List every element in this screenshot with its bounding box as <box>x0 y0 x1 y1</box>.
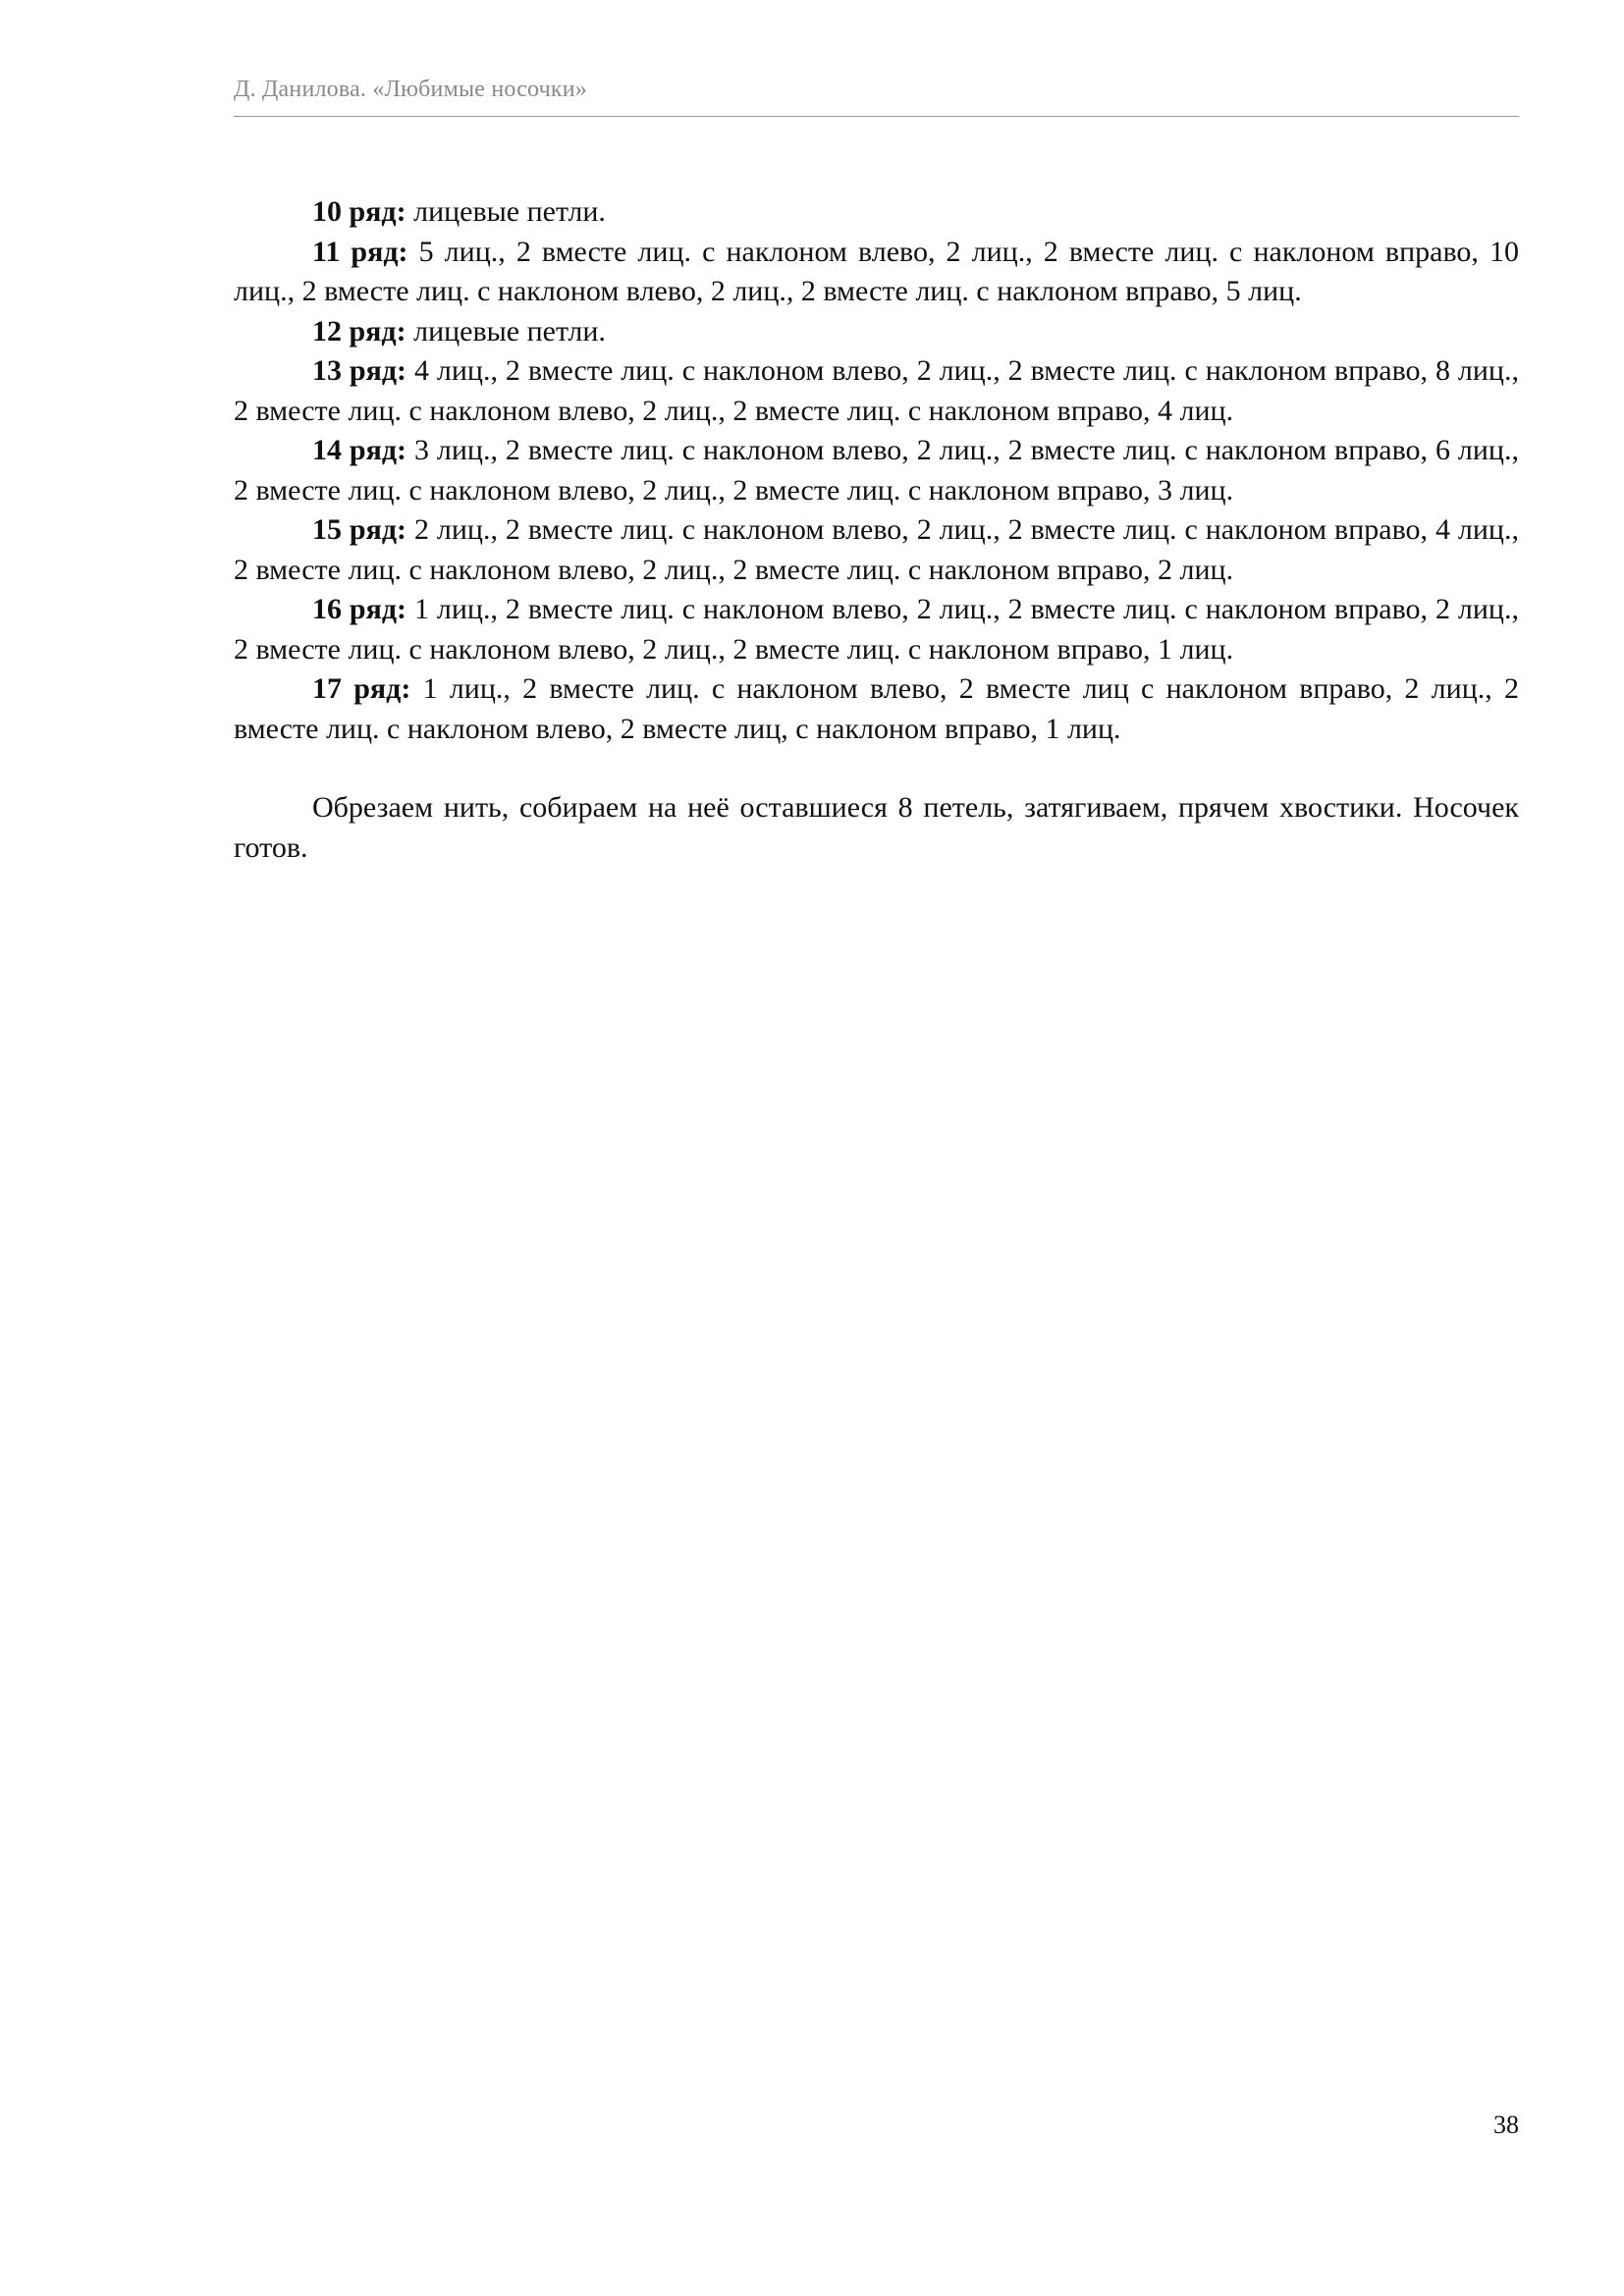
row-instructions: 4 лиц., 2 вместе лиц. с наклоном влево, 2 лиц., 2 вместе лиц. с наклоном вправо, 8 лиц., 2 вместе лиц. с наклоном влево, 2 лиц., 2 вместе лиц. с наклоном вправо, 4 лиц. <box>234 354 1519 427</box>
row-paragraph <box>234 669 1519 749</box>
row-paragraph <box>234 233 1519 312</box>
row-label: 12 ряд: <box>312 314 406 347</box>
page-number: 38 <box>1493 2110 1519 2139</box>
row-paragraph <box>234 590 1519 669</box>
row-label: 13 ряд: <box>312 354 407 387</box>
row-label: 14 ряд: <box>312 434 407 466</box>
row-label: 15 ряд: <box>312 513 407 546</box>
row-label: 10 ряд: <box>312 195 406 228</box>
row-paragraph <box>234 192 1519 233</box>
row-label: 11 ряд: <box>312 235 408 268</box>
row-label: 16 ряд: <box>312 593 407 625</box>
running-header: Д. Данилова. «Любимые носочки» <box>234 77 587 102</box>
body-text <box>234 192 1519 868</box>
row-label: 17 ряд: <box>312 672 411 705</box>
row-instructions: 5 лиц., 2 вместе лиц. с наклоном влево, 2 лиц., 2 вместе лиц. с наклоном вправо, 10 лиц., 2 вместе лиц. с наклоном влево, 2 лиц., 2 вместе лиц. с наклоном вправо, 5 лиц. <box>234 235 1519 307</box>
row-instructions: 1 лиц., 2 вместе лиц. с наклоном влево, 2 лиц., 2 вместе лиц. с наклоном вправо, 2 лиц., 2 вместе лиц. с наклоном влево, 2 лиц., 2 вместе лиц. с наклоном вправо, 1 лиц. <box>234 593 1519 666</box>
row-paragraph <box>234 510 1519 590</box>
row-instructions: 1 лиц., 2 вместе лиц. с наклоном влево, 2 вместе лиц с наклоном вправо, 2 лиц., 2 вместе лиц. с наклоном влево, 2 вместе лиц, с наклоном вправо, 1 лиц. <box>234 672 1519 745</box>
row-instructions: 2 лиц., 2 вместе лиц. с наклоном влево, 2 лиц., 2 вместе лиц. с наклоном вправо, 4 лиц., 2 вместе лиц. с наклоном влево, 2 лиц., 2 вместе лиц. с наклоном вправо, 2 лиц. <box>234 513 1519 586</box>
closing-paragraph: Обрезаем нить, собираем на неё оставшиеся 8 петель, затягиваем, прячем хвостики. Носочек готов. <box>234 791 1519 864</box>
row-instructions: 3 лиц., 2 вместе лиц. с наклоном влево, 2 лиц., 2 вместе лиц. с наклоном вправо, 6 лиц., 2 вместе лиц. с наклоном влево, 2 лиц., 2 вместе лиц. с наклоном вправо, 3 лиц. <box>234 434 1519 507</box>
row-paragraph <box>234 351 1519 431</box>
row-paragraph <box>234 312 1519 352</box>
row-instructions: лицевые петли. <box>406 195 606 228</box>
header-rule <box>234 116 1519 117</box>
row-instructions: лицевые петли. <box>406 314 606 347</box>
row-paragraph <box>234 431 1519 510</box>
